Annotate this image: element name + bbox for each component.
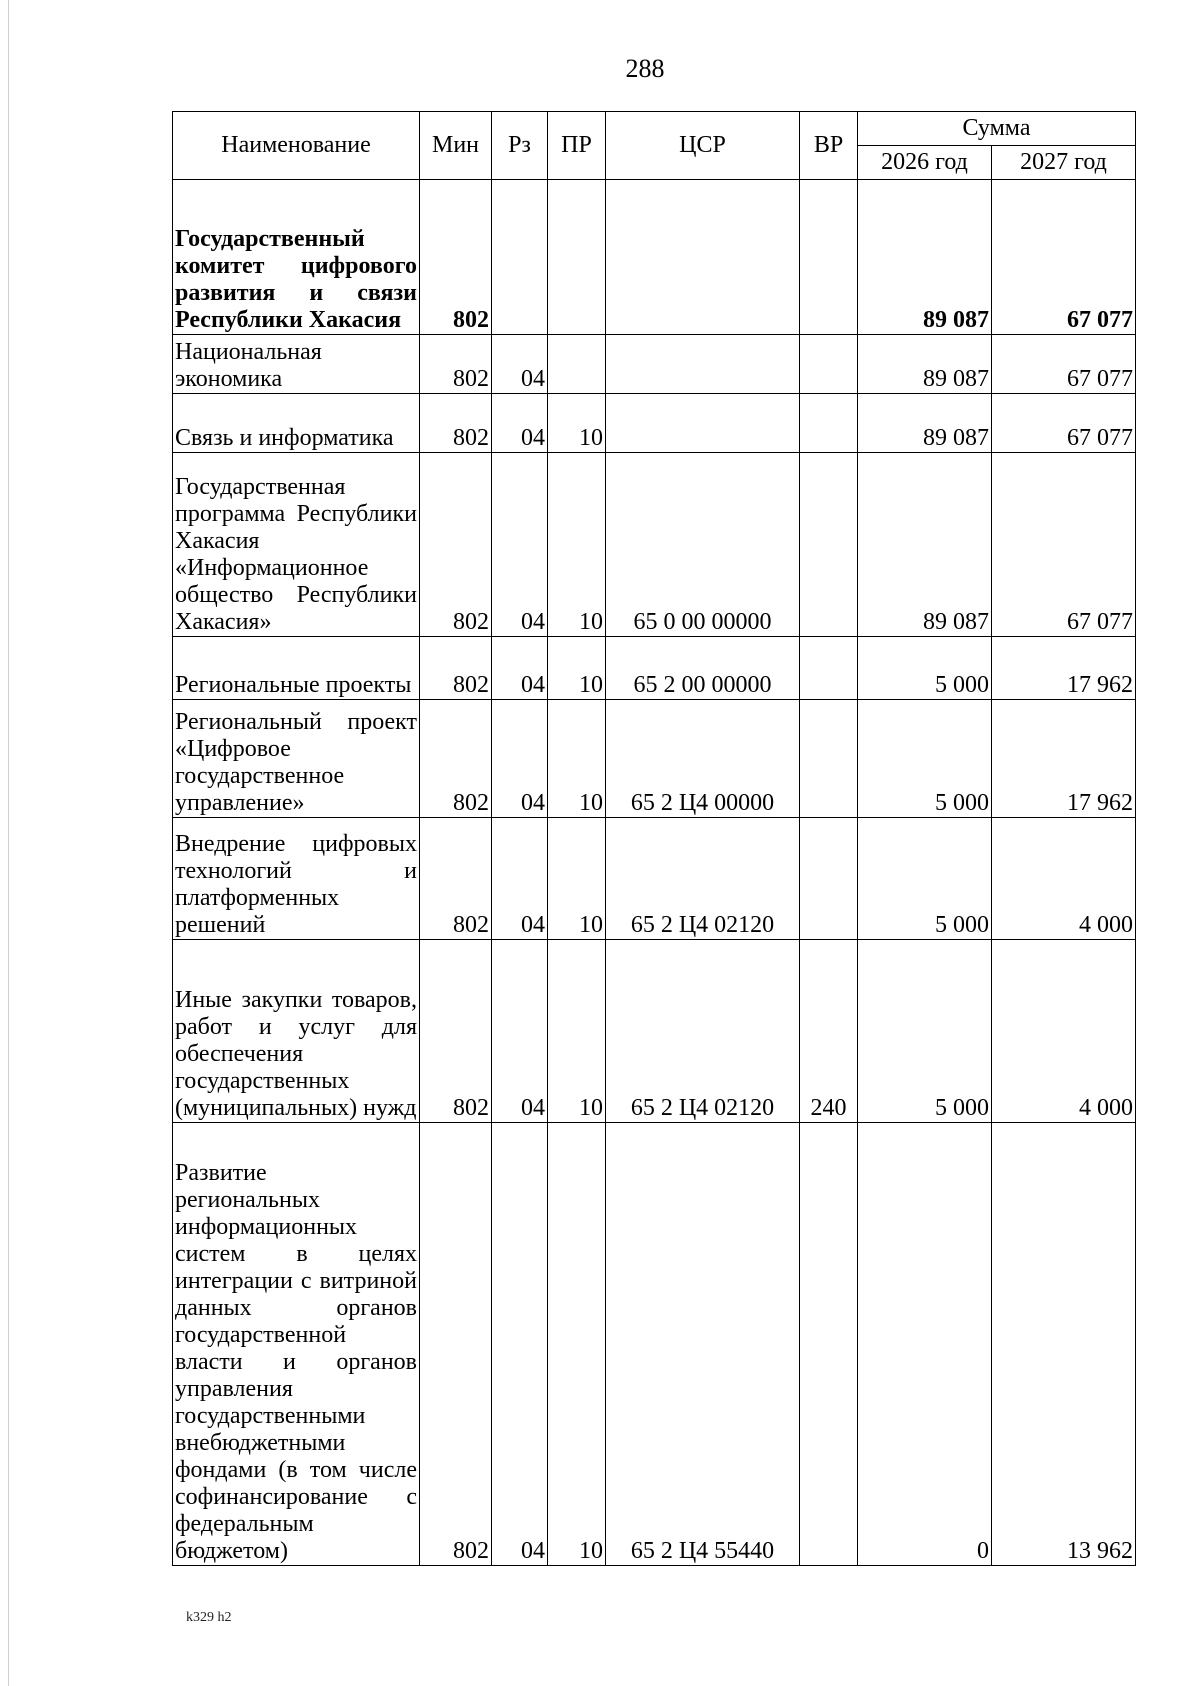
row-sum-2027: 67 077 xyxy=(992,335,1136,394)
row-vr xyxy=(800,637,858,700)
row-sum-2026: 89 087 xyxy=(858,453,992,637)
row-csr: 65 2 Ц4 00000 xyxy=(606,700,800,818)
row-pr: 10 xyxy=(548,637,606,700)
row-sum-2027: 4 000 xyxy=(992,940,1136,1123)
row-csr: 65 2 Ц4 02120 xyxy=(606,818,800,940)
budget-table xyxy=(172,111,1136,1566)
row-csr xyxy=(606,335,800,394)
row-pr xyxy=(548,335,606,394)
table-row xyxy=(173,940,1136,1123)
row-pr: 10 xyxy=(548,818,606,940)
row-csr xyxy=(606,394,800,453)
row-min: 802 xyxy=(420,700,492,818)
row-sum-2026: 5 000 xyxy=(858,940,992,1123)
row-min: 802 xyxy=(420,394,492,453)
row-rz: 04 xyxy=(492,453,548,637)
table-row xyxy=(173,335,1136,394)
row-min: 802 xyxy=(420,335,492,394)
row-rz: 04 xyxy=(492,335,548,394)
row-csr: 65 2 Ц4 02120 xyxy=(606,940,800,1123)
table-row xyxy=(173,700,1136,818)
row-vr xyxy=(800,818,858,940)
row-sum-2026: 89 087 xyxy=(858,394,992,453)
header-sum: Сумма xyxy=(858,112,1136,146)
row-pr: 10 xyxy=(548,700,606,818)
row-rz xyxy=(492,180,548,335)
row-sum-2027: 13 962 xyxy=(992,1123,1136,1566)
row-vr xyxy=(800,453,858,637)
row-sum-2026: 0 xyxy=(858,1123,992,1566)
row-rz: 04 xyxy=(492,394,548,453)
header-year-2026: 2026 год xyxy=(858,146,992,180)
row-rz: 04 xyxy=(492,940,548,1123)
row-name: Внедрение цифровых технологий и платформенных решений xyxy=(173,818,420,940)
row-vr xyxy=(800,700,858,818)
header-rz: Рз xyxy=(492,112,548,180)
row-name: Развитие региональных информационных систем в целях интеграции с витриной данных органов государственной власти и органов управления государственными внебюджетными фондами (в том числе софинансирование с федеральным бюджетом) xyxy=(173,1123,420,1566)
row-name: Региональный проект «Цифровое государственное управление» xyxy=(173,700,420,818)
row-min: 802 xyxy=(420,940,492,1123)
page-number: 288 xyxy=(625,54,665,83)
table-row xyxy=(173,394,1136,453)
header-vr: ВР xyxy=(800,112,858,180)
row-rz: 04 xyxy=(492,1123,548,1566)
row-vr xyxy=(800,335,858,394)
header-name: Наименование xyxy=(173,112,420,180)
row-name: Государственная программа Республики Хакасия «Информационное общество Республики Хакасия» xyxy=(173,453,420,637)
row-csr: 65 2 Ц4 55440 xyxy=(606,1123,800,1566)
row-pr xyxy=(548,180,606,335)
row-sum-2027: 67 077 xyxy=(992,453,1136,637)
row-csr: 65 0 00 00000 xyxy=(606,453,800,637)
header-pr: ПР xyxy=(548,112,606,180)
row-min: 802 xyxy=(420,637,492,700)
row-rz: 04 xyxy=(492,818,548,940)
row-sum-2027: 67 077 xyxy=(992,394,1136,453)
row-name: Связь и информатика xyxy=(173,394,420,453)
table-row xyxy=(173,1123,1136,1566)
row-rz: 04 xyxy=(492,637,548,700)
row-sum-2027: 17 962 xyxy=(992,637,1136,700)
row-name: Региональные проекты xyxy=(173,637,420,700)
row-vr xyxy=(800,180,858,335)
row-sum-2027: 17 962 xyxy=(992,700,1136,818)
row-csr xyxy=(606,180,800,335)
row-min: 802 xyxy=(420,453,492,637)
table-body xyxy=(173,180,1136,1566)
row-pr: 10 xyxy=(548,940,606,1123)
row-rz: 04 xyxy=(492,700,548,818)
row-min: 802 xyxy=(420,818,492,940)
table-row xyxy=(173,637,1136,700)
table-row xyxy=(173,180,1136,335)
row-csr: 65 2 00 00000 xyxy=(606,637,800,700)
row-min: 802 xyxy=(420,1123,492,1566)
footer-code: k329 h2 xyxy=(186,1610,232,1625)
table-row xyxy=(173,453,1136,637)
row-pr: 10 xyxy=(548,1123,606,1566)
row-sum-2026: 89 087 xyxy=(858,335,992,394)
row-pr: 10 xyxy=(548,453,606,637)
row-sum-2026: 89 087 xyxy=(858,180,992,335)
row-name: Иные закупки товаров, работ и услуг для обеспечения государственных (муниципальных) нужд xyxy=(173,940,420,1123)
header-min: Мин xyxy=(420,112,492,180)
row-sum-2026: 5 000 xyxy=(858,700,992,818)
row-vr: 240 xyxy=(800,940,858,1123)
row-sum-2027: 4 000 xyxy=(992,818,1136,940)
row-vr xyxy=(800,394,858,453)
table-header xyxy=(173,112,1136,180)
row-sum-2027: 67 077 xyxy=(992,180,1136,335)
page-left-edge xyxy=(8,0,9,1686)
row-sum-2026: 5 000 xyxy=(858,637,992,700)
header-csr: ЦСР xyxy=(606,112,800,180)
row-name: Государственный комитет цифрового развития и связи Республики Хакасия xyxy=(173,180,420,335)
row-sum-2026: 5 000 xyxy=(858,818,992,940)
row-name: Национальная экономика xyxy=(173,335,420,394)
row-min: 802 xyxy=(420,180,492,335)
table-row xyxy=(173,818,1136,940)
row-pr: 10 xyxy=(548,394,606,453)
row-vr xyxy=(800,1123,858,1566)
header-year-2027: 2027 год xyxy=(992,146,1136,180)
